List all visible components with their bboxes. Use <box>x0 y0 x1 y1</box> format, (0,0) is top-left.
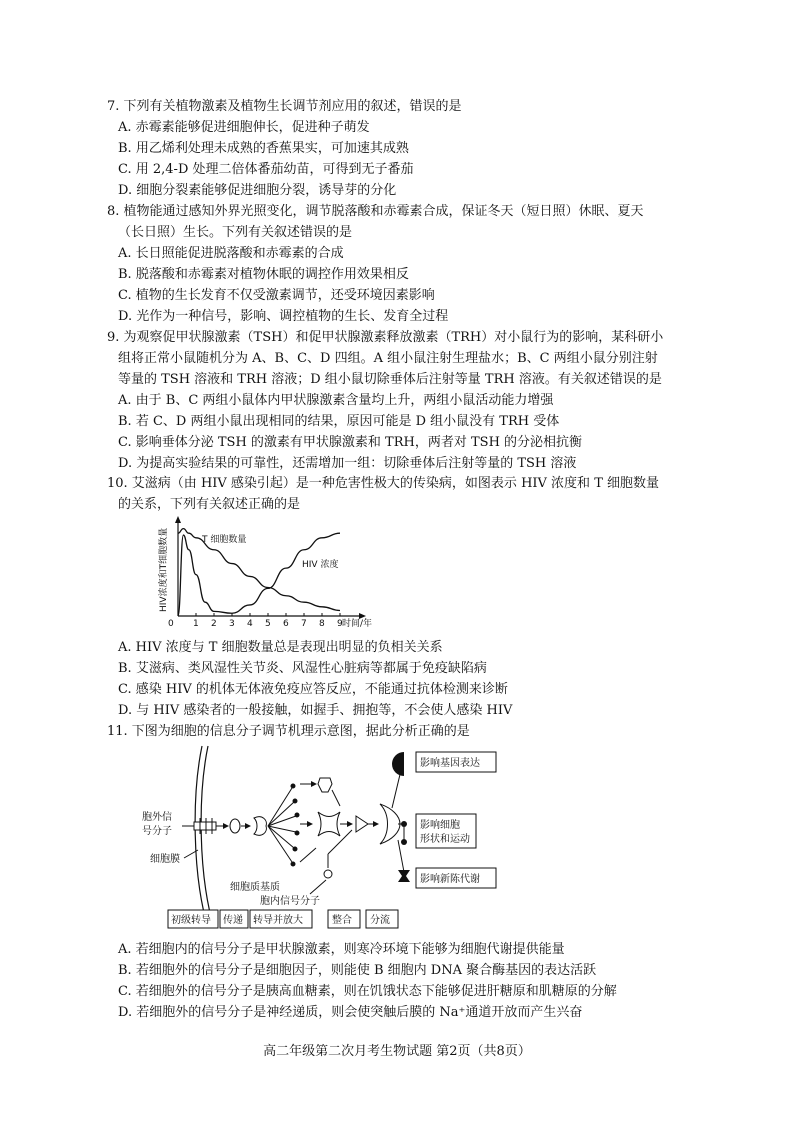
gene-expression-target-icon <box>392 752 404 776</box>
cell-membrane-label: 细胞膜 <box>150 854 180 865</box>
cytoplasm-label: 细胞质基质 <box>230 882 280 893</box>
stage-integrate: 整合 <box>332 915 352 926</box>
q9-stem-line1: 9. 为观察促甲状腺激素（TSH）和促甲状腺激素释放激素（TRH）对小鼠行为的影响，某科研小 <box>107 330 664 345</box>
q9-option-b: B. 若 C、D 两组小鼠出现相同的结果，原因可能是 D 组小鼠没有 TRH 受体 <box>118 414 560 429</box>
stage-amplify: 转导并放大 <box>253 915 303 926</box>
q9-option-d: D. 为提高实验结果的可靠性，还需增加一组：切除垂体后注射等量的 TSH 溶液 <box>118 456 577 471</box>
x-tick-label: 4 <box>247 619 253 629</box>
origin-label: 0 <box>168 619 174 629</box>
q7-stem: 7. 下列有关植物激素及植物生长调节剂应用的叙述，错误的是 <box>107 99 462 114</box>
x-tick-label: 5 <box>265 619 271 629</box>
stage-relay: 传递 <box>223 915 243 926</box>
x-tick-label: 1 <box>193 619 199 629</box>
y-axis-label: HIV浓度和T细胞数量 <box>159 527 169 612</box>
cytoskeleton-target-icon <box>401 839 407 845</box>
q11-stem: 11. 下图为细胞的信息分子调节机理示意图，据此分析正确的是 <box>107 724 470 739</box>
x-tick-label: 9 <box>337 619 343 629</box>
extracellular-signal-label-line1: 胞外信 <box>142 812 172 823</box>
q7-option-d: D. 细胞分裂素能够促进细胞分裂，诱导芽的分化 <box>118 183 397 198</box>
q9-stem-line3: 等量的 TSH 溶液和 TRH 溶液；D 组小鼠切除垂体后注射等量 TRH 溶液。有关叙述错误的是 <box>118 372 662 387</box>
x-tick-label: 8 <box>319 619 325 629</box>
effect-cell-shape-line2: 形状和运动 <box>420 834 470 845</box>
q10-stem-line1: 10. 艾滋病（由 HIV 感染引起）是一种危害性极大的传染病，如图表示 HIV 浓度和 T 细胞数量 <box>107 476 659 491</box>
effect-metabolism: 影响新陈代谢 <box>420 874 480 885</box>
signal-diagram <box>140 744 500 930</box>
x-tick-label: 7 <box>301 619 307 629</box>
q8-stem-line1: 8. 植物能通过感知外界光照变化，调节脱落酸和赤霉素合成，保证冬天（短日照）休眠、夏天 <box>107 204 644 219</box>
q7-option-a: A. 赤霉素能够促进细胞伸长，促进种子萌发 <box>118 120 370 135</box>
x-tick-label: 6 <box>283 619 289 629</box>
x-tick-label: 3 <box>229 619 235 629</box>
q9-option-c: C. 影响垂体分泌 TSH 的激素有甲状腺激素和 TRH，两者对 TSH 的分泌相抗衡 <box>118 435 583 450</box>
q11-option-c: C. 若细胞外的信号分子是胰高血糖素，则在饥饿状态下能够促进肝糖原和肌糖原的分解 <box>118 984 617 999</box>
q9-stem-line2: 组将正常小鼠随机分为 A、B、C、D 四组。A 组小鼠注射生理盐水；B、C 两组小鼠分别注射 <box>118 351 658 366</box>
q10-stem-line2: 的关系，下列有关叙述正确的是 <box>118 497 301 512</box>
q8-stem-line2: （长日照）生长。下列有关叙述错误的是 <box>118 225 353 240</box>
effect-gene-expression: 影响基因表达 <box>420 758 480 769</box>
amplifier-molecule-icon <box>318 812 340 836</box>
page-footer: 高二年级第二次月考生物试题 第2页（共8页） <box>263 1044 531 1059</box>
stage-diverge: 分流 <box>370 915 390 926</box>
effector-molecule-icon <box>380 804 400 844</box>
q10-option-b: B. 艾滋病、类风湿性关节炎、风湿性心脏病等都属于免疫缺陷病 <box>118 661 487 676</box>
hiv-label: HIV 浓度 <box>302 560 339 570</box>
upper-kinase-icon <box>318 778 332 792</box>
q8-option-d: D. 光作为一种信号，影响、调控植物的生长、发育全过程 <box>118 309 449 324</box>
q7-option-b: B. 用乙烯利处理未成熟的香蕉果实，可加速其成熟 <box>118 141 409 156</box>
intracellular-signal-label: 胞内信号分子 <box>260 896 320 907</box>
q11-option-a: A. 若细胞内的信号分子是甲状腺激素，则寒冷环境下能够为细胞代谢提供能量 <box>118 942 565 957</box>
q10-option-a: A. HIV 浓度与 T 细胞数量总是表现出明显的负相关关系 <box>118 640 443 655</box>
amplification-arrows <box>268 784 299 866</box>
x-tick-label: 2 <box>211 619 217 629</box>
q7-option-c: C. 用 2,4-D 处理二倍体番茄幼苗，可得到无子番茄 <box>118 162 414 177</box>
effect-cell-shape-line1: 影响细胞 <box>420 820 460 831</box>
stage-primary-transduction: 初级转导 <box>171 915 211 926</box>
q11-option-d: D. 若细胞外的信号分子是神经递质，则会使突触后膜的 Na⁺通道开放而产生兴奋 <box>118 1005 583 1020</box>
cell-membrane-inner <box>201 746 214 928</box>
q10-option-d: D. 与 HIV 感染者的一般接触，如握手、拥抱等，不会使人感染 HIV <box>118 703 513 718</box>
q9-option-a: A. 由于 B、C 两组小鼠体内甲状腺激素含量均上升，两组小鼠活动能力增强 <box>118 393 554 408</box>
q10-option-c: C. 感染 HIV 的机体无体液免疫应答反应，不能通过抗体检测来诊断 <box>118 682 508 697</box>
integrator-triangle-icon <box>356 816 368 832</box>
q8-option-a: A. 长日照能促进脱落酸和赤霉素的合成 <box>118 246 344 261</box>
t-cell-label: T 细胞数量 <box>202 535 247 545</box>
q8-option-b: B. 脱落酸和赤霉素对植物休眠的调控作用效果相反 <box>118 267 409 282</box>
x-axis-label: 时间/年 <box>342 619 373 629</box>
extracellular-signal-label-line2: 号分子 <box>142 826 172 837</box>
intracellular-signal-icon <box>324 870 332 878</box>
receptor-icon <box>194 818 216 834</box>
metabolism-target-icon <box>398 870 410 882</box>
relay-molecule-icon <box>230 819 240 833</box>
q8-option-c: C. 植物的生长发育不仅受激素调节，还受环境因素影响 <box>118 288 435 303</box>
transducer-molecule-icon <box>254 817 266 836</box>
hiv-chart <box>150 512 390 632</box>
q11-option-b: B. 若细胞外的信号分子是细胞因子，则能使 B 细胞内 DNA 聚合酶基因的表达活跃 <box>118 963 597 978</box>
